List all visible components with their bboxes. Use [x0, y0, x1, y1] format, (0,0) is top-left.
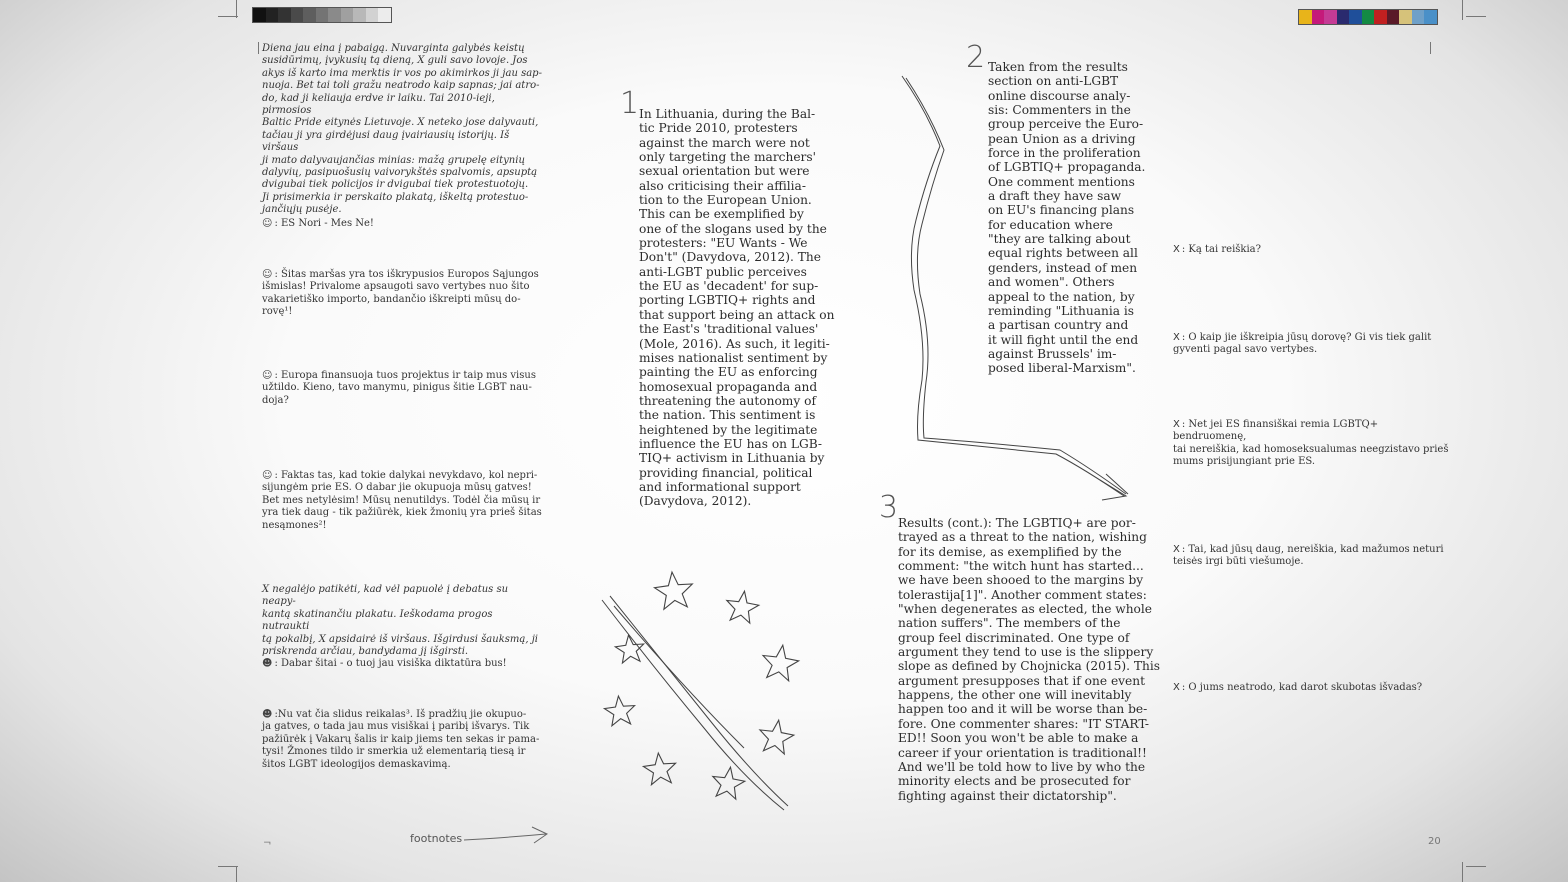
- x-speaker-icon: X: [1173, 544, 1180, 555]
- intro-line: dvigubai tiek policijos ir dvigubai tiek protestuotojų.: [262, 179, 529, 191]
- commenter-line-2: [262, 709, 542, 771]
- color-swatch: [1387, 10, 1400, 24]
- crop-mark-l1: [258, 42, 259, 54]
- intro-line: ji mato dalyvaujančias minias: mažą grupelę eitynių: [262, 154, 525, 166]
- dialogue-text: pažiūrėk į Vakarų šalis ir kaip jiems ten sekas ir pama-: [262, 733, 540, 745]
- color-swatch: [1337, 10, 1350, 24]
- color-swatch: [1299, 10, 1312, 24]
- dialogue-text: rovę¹!: [262, 306, 293, 318]
- star-icon: [713, 767, 745, 799]
- intro-line: susidūrimų, įvykusių tą dieną, X guli savo lovoje. Jos: [262, 55, 528, 67]
- color-swatch: [1412, 10, 1425, 24]
- intro-line: dalyvių, pasipuošusių vaivorykštės spalvomis, apsuptą: [262, 167, 538, 179]
- gray-swatch: [253, 8, 266, 22]
- star-icon: [763, 645, 799, 681]
- gray-swatch: [328, 8, 341, 22]
- gray-swatch: [316, 8, 329, 22]
- protester-icon: ☺: [262, 269, 273, 280]
- protester-icon: ☺: [262, 218, 273, 229]
- star-icon: [760, 720, 794, 754]
- left-column: [262, 43, 542, 217]
- dialogue-text: mums prisijungiant prie ES.: [1173, 456, 1316, 468]
- protester-line-4: [262, 470, 542, 532]
- dialogue-text: : Ką tai reiškia?: [1181, 244, 1261, 255]
- gray-swatch: [266, 8, 279, 22]
- narration-line: kantą skatinančiu plakatu. Ieškodama progos nutraukti: [262, 608, 493, 633]
- crop-mark-r1: [1430, 42, 1431, 54]
- protester-line-1: [262, 218, 542, 230]
- dialogue-text: doja?: [262, 394, 289, 406]
- star-icon: [643, 753, 675, 785]
- narration-line: priskrenda arčiau, bandydama jį išgirsti.: [262, 646, 469, 658]
- narration-line: X negalėjo patikėti, kad vėl papuolė į debatus su neapy-: [262, 584, 509, 608]
- narration-line: tą pokalbį, X apsidairė iš viršaus. Išgirdusi šauksmą, ji: [262, 633, 538, 645]
- color-swatch: [1399, 10, 1412, 24]
- dialogue-text: nesąmones²!: [262, 519, 327, 531]
- dialogue-text: teisės irgi būti viešumoje.: [1173, 556, 1304, 568]
- x-speaker-icon: X: [1173, 419, 1180, 430]
- dialogue-text: šitos LGBT ideologijos demaskavimą.: [262, 758, 451, 770]
- dialogue-text: tysi! Žmones tildo ir smerkia už elementarią tiesą ir: [262, 746, 526, 758]
- dialogue-text: : ES Nori - Mes Ne!: [274, 218, 374, 229]
- intro-line: Ji prisimerkia ir perskaito plakatą, iškeltą protestuo-: [262, 191, 529, 203]
- crop-mark-tr-v: [1462, 0, 1463, 20]
- commenter-icon: ☻: [262, 709, 273, 720]
- dialogue-text: : O jums neatrodo, kad darot skubotas išvadas?: [1181, 682, 1423, 693]
- dialogue-text: : Šitas maršas yra tos iškrypusios Europos Sąjungos: [274, 269, 539, 280]
- intro-line: jančiųjų pusėje.: [262, 204, 342, 216]
- dialogue-text: : Net jei ES finansiškai remia LGBTQ+ bendruomenę,: [1173, 419, 1379, 443]
- gray-swatch: [278, 8, 291, 22]
- protester-icon: ☺: [262, 370, 273, 381]
- color-calibration-bar: [1298, 9, 1438, 25]
- eu-flag-stars-drawing-icon: [594, 558, 814, 818]
- gray-swatch: [378, 8, 391, 22]
- color-swatch: [1374, 10, 1387, 24]
- footnote-1-number: 1: [620, 86, 640, 121]
- color-swatch: [1312, 10, 1325, 24]
- dialogue-text: užtildo. Kieno, tavo manymu, pinigus šitie LGBT nau-: [262, 382, 532, 394]
- crop-mark-bl-v: [236, 866, 237, 882]
- protester-line-3: [262, 370, 542, 407]
- footnotes-label: footnotes: [410, 832, 463, 845]
- commenter-line-1: [262, 658, 542, 670]
- protester-icon: ☺: [262, 470, 273, 481]
- x-reply-4: [1173, 544, 1453, 569]
- crop-mark-tl-h: [218, 16, 238, 17]
- footnote-1-text: In Lithuania, during the Bal- tic Pride 2010, protesters against the march were not only targeting the marchers' sexual orientation but were also criticising their affilia- tion to the European Union. This can be exemplified by one of the slogans used by the protesters: "EU Wants - We Don't" (Davydova, 2012). The anti-LGBT public perceives the EU as 'decadent' for sup- porting LGBTIQ+ rights and that support being an attack on the East's 'traditional values' (Mole, 2016). As such, it legiti- mises nationalist sentiment by painting the EU as enforcing homosexual propaganda and threatening the autonomy of the nation. This sentiment is heightened by the legitimate influence the EU has on LGB- TIQ+ activism in Lithuania by providing financial, political and informational support (Davydova, 2012).: [639, 107, 835, 509]
- crop-mark-tr-h: [1466, 16, 1486, 17]
- footnote-2-number: 2: [966, 40, 986, 75]
- dialogue-text: sijungėm prie ES. O dabar jie okupuoja mūsų gatves!: [262, 482, 532, 494]
- dialogue-text: :Nu vat čia slidus reikalas³. Iš pradžių jie okupuo-: [274, 709, 527, 720]
- second-narration: [262, 584, 542, 658]
- dialogue-text: : Faktas tas, kad tokie dalykai nevykdavo, kol nepri-: [274, 470, 538, 481]
- x-speaker-icon: X: [1173, 332, 1180, 343]
- footnotes-arrow-icon: [462, 824, 552, 848]
- dialogue-text: Bet mes netylėsim! Mūsų nenutildys. Todėl čia mūsų ir: [262, 494, 541, 506]
- gray-swatch: [291, 8, 304, 22]
- intro-line: Diena jau eina į pabaigą. Nuvarginta galybės keistų: [262, 43, 525, 54]
- grayscale-calibration-bar: [252, 7, 392, 23]
- protester-line-2: [262, 269, 542, 319]
- dialogue-text: išmislas! Privalome apsaugoti savo vertybes nuo šito: [262, 281, 530, 293]
- x-speaker-icon: X: [1173, 244, 1180, 255]
- x-reply-3: [1173, 419, 1453, 469]
- dialogue-text: : Dabar šitai - o tuoj jau visiška diktatūra bus!: [274, 658, 507, 669]
- gray-swatch: [353, 8, 366, 22]
- color-swatch: [1424, 10, 1437, 24]
- star-icon: [604, 696, 634, 726]
- intro-line: do, kad ji keliauja erdve ir laiku. Tai 2010-ieji, pirmosios: [262, 92, 495, 117]
- dialogue-text: : Europa finansuoja tuos projektus ir taip mus visus: [274, 370, 536, 381]
- x-reply-1: [1173, 244, 1453, 256]
- dialogue-text: : Tai, kad jūsų daug, nereiškia, kad mažumos neturi: [1181, 544, 1444, 555]
- intro-narration: [262, 43, 542, 217]
- star-icon: [727, 591, 759, 623]
- gray-swatch: [366, 8, 379, 22]
- dialogue-text: gyventi pagal savo vertybes.: [1173, 344, 1318, 356]
- x-reply-2: [1173, 332, 1453, 357]
- dialogue-text: tai nereiškia, kad homoseksualumas neegzistavo prieš: [1173, 443, 1449, 455]
- crop-mark-bl-h: [218, 866, 238, 867]
- dialogue-text: vakarietiško importo, bandančio iškreipti mūsų do-: [262, 293, 521, 305]
- footnote-3-text: Results (cont.): The LGBTIQ+ are por- trayed as a threat to the nation, wishing for its demise, as exemplified by the comment: "the witch hunt has started... we have been shooed to the margins by tolerastija[1]". Another comment states: "when degenerates as elected, the whole nation suffers". The members of the group feel discriminated. One type of argument they tend to use is the slippery slope as defined by Chojnicka (2015). This argument presupposes that if one event happens, the other one will inevitably happen too and it will be worse than be- fore. One commenter shares: "IT START- ED!! Soon you won't be able to make a career if your orientation is traditional!! And we'll be told how to live by who the minority elects and be prosecuted for fighting against their dictatorship".: [898, 516, 1161, 803]
- color-swatch: [1349, 10, 1362, 24]
- intro-line: Baltic Pride eitynės Lietuvoje. X neteko jose dalyvauti,: [262, 117, 539, 129]
- page-number: 20: [1428, 836, 1441, 847]
- color-swatch: [1362, 10, 1375, 24]
- intro-line: tačiau ji yra girdėjusi daug įvairiausių istorijų. Iš viršaus: [262, 129, 510, 154]
- x-reply-5: [1173, 682, 1453, 694]
- x-speaker-icon: X: [1173, 682, 1180, 693]
- crop-mark-tl-v: [236, 0, 237, 18]
- intro-line: nuoja. Bet tai toli gražu neatrodo kaip sapnas; jai atro-: [262, 80, 540, 92]
- crop-mark-br-h: [1466, 866, 1486, 867]
- gray-swatch: [303, 8, 316, 22]
- footnote-3-number: 3: [879, 490, 899, 525]
- footnote-marker: ¬: [263, 838, 272, 849]
- dialogue-text: yra tiek daug - tik pažiūrėk, kiek žmonių yra prieš šitas: [262, 507, 542, 519]
- dialogue-text: : O kaip jie iškreipia jūsų dorovę? Gi vis tiek galit: [1181, 332, 1432, 343]
- star-icon: [655, 572, 693, 609]
- intro-line: akys iš karto ima merktis ir vos po akimirkos ji jau sap-: [262, 67, 542, 79]
- dialogue-text: ja gatves, o tada jau mus visiškai į paribį išvarys. Tik: [262, 721, 530, 733]
- gray-swatch: [341, 8, 354, 22]
- crop-mark-br-v: [1462, 862, 1463, 882]
- color-swatch: [1324, 10, 1337, 24]
- footnote-2-text: Taken from the results section on anti-LGBT online discourse analy- sis: Commenters in the group perceive the Euro- pean Union as a driving force in the proliferation of LGBTIQ+ propaganda. One comment mentions a draft they have saw on EU's financing plans for education where "they are talking about equal rights between all genders, instead of men and women". Others appeal to the nation, by reminding "Lithuania is a partisan country and it will fight until the end against Brussels' im- posed liberal-Marxism".: [988, 60, 1146, 376]
- commenter-icon: ☻: [262, 658, 273, 669]
